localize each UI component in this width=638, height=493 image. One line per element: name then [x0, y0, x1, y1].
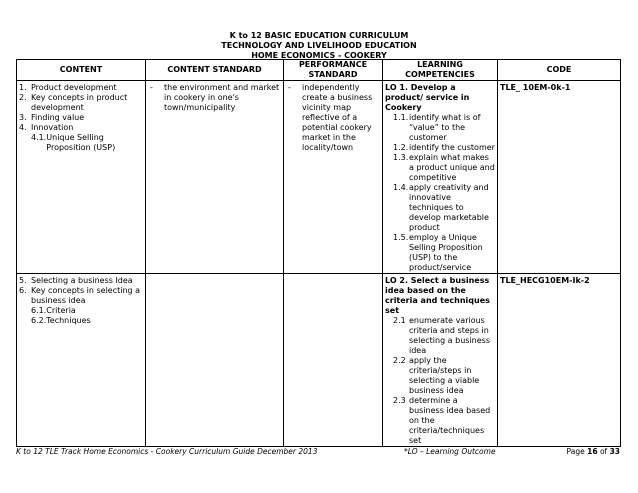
col-header-learning-competencies: LEARNING COMPETENCIES [383, 60, 498, 81]
performance-standard-cell [284, 274, 383, 447]
learning-competencies-cell [383, 274, 498, 447]
code-cell: TLE_HECG10EM-Ik-2 [498, 274, 621, 447]
col-header-performance-standard: PERFORMANCE STANDARD [284, 60, 383, 81]
col-header-code: CODE [498, 60, 621, 81]
competency-item: 1.3. explain what makes a product unique and competitive [393, 153, 495, 182]
competency-item: 2.1 enumerate various criteria and steps in selecting a business idea [393, 316, 490, 355]
sub-list-item: 4.1. Unique Selling Proposition (USP) [31, 133, 116, 152]
competency-item: 1.4. apply creativity and innovative techniques to develop marketable product [393, 183, 489, 232]
list-item: 6. Key concepts in selecting a business idea [19, 286, 141, 305]
list-item: 5. Selecting a business Idea [19, 276, 133, 285]
list-item: - the environment and market in cookery in one's town/municipality [150, 83, 280, 112]
learning-outcome-title: LO 2. Select a business idea based on the criteria and techniques set [385, 276, 490, 315]
learning-outcome-title: LO 1. Develop a product/ service in Cookery [385, 83, 470, 112]
content-cell [17, 274, 146, 447]
col-header-content-standard: CONTENT STANDARD [146, 60, 284, 81]
page-number: Page 16 of 33 [566, 447, 620, 456]
list-item: - independently create a business vicinity map reflective of a potential cookery market in the locality/town [288, 83, 373, 152]
content-standard-cell [146, 81, 284, 274]
list-item: 4. Innovation [19, 123, 74, 132]
competency-item: 2.2 apply the criteria/steps in selecting a viable business idea [393, 356, 480, 395]
curriculum-table [16, 59, 621, 447]
competency-item: 2.3 determine a business idea based on the criteria/techniques set [393, 396, 491, 445]
col-header-content: CONTENT [17, 60, 146, 81]
competency-item: 1.2. identify the customer [393, 143, 495, 152]
list-item: 1. Product development [19, 83, 117, 92]
competency-item: 1.1. identify what is of “value” to the customer [393, 113, 481, 142]
doc-title-line-1: K to 12 BASIC EDUCATION CURRICULUM [229, 31, 409, 40]
code-cell: TLE_ 10EM-0k-1 [498, 81, 621, 274]
performance-standard-cell [284, 81, 383, 274]
table-row [17, 81, 621, 274]
table-header-row [17, 60, 621, 81]
learning-competencies-cell [383, 81, 498, 274]
footer-legend: *LO – Learning Outcome [404, 447, 496, 456]
content-cell [17, 81, 146, 274]
doc-title-line-2: TECHNOLOGY AND LIVELIHOOD EDUCATION [221, 41, 417, 50]
sub-list-item: 6.1. Criteria [31, 306, 76, 315]
list-item: 3. Finding value [19, 113, 85, 122]
sub-list-item: 6.2. Techniques [31, 316, 91, 325]
page-footer [16, 446, 620, 458]
footer-document-title: K to 12 TLE Track Home Economics - Cookery Curriculum Guide December 2013 [16, 447, 318, 456]
content-standard-cell [146, 274, 284, 447]
table-row [17, 274, 621, 447]
competency-item: 1.5. employ a Unique Selling Proposition (USP) to the product/service [393, 233, 483, 272]
list-item: 2. Key concepts in product development [19, 93, 128, 112]
doc-title-line-3: HOME ECONOMICS - COOKERY [251, 51, 387, 60]
